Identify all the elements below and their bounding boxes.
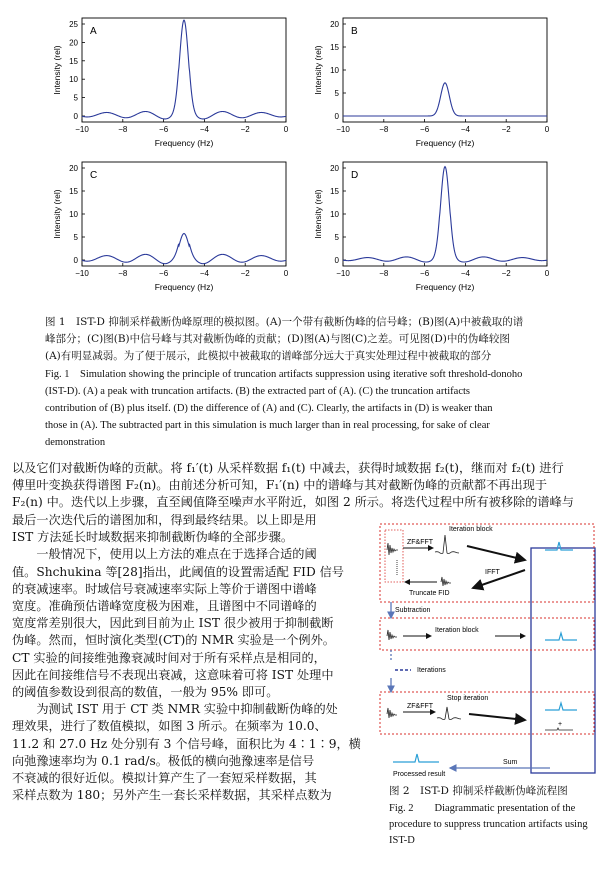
x-tick-label: −10 xyxy=(336,125,350,134)
sum-column-box xyxy=(531,548,595,773)
x-axis-label: Frequency (Hz) xyxy=(415,138,475,148)
y-tick-label: 0 xyxy=(334,112,339,121)
x-tick-label: 0 xyxy=(544,125,550,134)
y-tick-label: 15 xyxy=(69,187,78,196)
body-line: 11.2 和 27.0 Hz 处分别有 3 个信号峰，面积比为 4∶1∶9，横 xyxy=(12,736,361,751)
panel-label: A xyxy=(90,26,97,37)
inner-dashed-box xyxy=(385,530,403,582)
body-line: F₂(n) 中。迭代以上步骤，直至阈值降至噪声水平附近，如图 2 所示。将迭代过程中所有被移除的谱峰与 xyxy=(12,495,574,510)
y-tick-label: 20 xyxy=(69,38,78,48)
body-line: CT 实验的间接维弛豫衰减时间对于所有采样点是相同的， xyxy=(12,650,326,665)
fig1-caption-zh xyxy=(45,314,575,365)
x-tick-label: −2 xyxy=(240,269,250,278)
spectrum-icon xyxy=(435,535,459,554)
axes-frame xyxy=(343,18,547,122)
x-tick-label: −6 xyxy=(159,125,169,134)
body-line: 不衰减的很好近似。模拟计算产生了一套短采样数据，其 xyxy=(12,771,317,786)
ifft-label: IFFT xyxy=(485,569,500,576)
fid-icon xyxy=(387,708,397,718)
y-tick-label: 15 xyxy=(69,56,78,66)
y-tick-label: 20 xyxy=(330,20,339,29)
x-tick-label: −8 xyxy=(379,269,389,278)
y-axis-label: Intensity (rel) xyxy=(313,189,323,239)
y-axis-label: Intensity (rel) xyxy=(313,45,323,95)
y-axis-label: Intensity (rel) xyxy=(52,189,62,239)
result-spectrum-icon xyxy=(393,754,439,762)
x-tick-label: −8 xyxy=(118,125,128,134)
y-tick-label: 10 xyxy=(330,66,339,75)
fig1-caption-zh-line: 图 1 IST-D 抑制采样截断伪峰原理的模拟图。(A)一个带有截断伪峰的信号峰；(B)图(A)中被截取的谱 xyxy=(45,316,524,328)
spectrum-panel-a xyxy=(52,18,289,148)
spectrum-icon xyxy=(437,707,461,720)
fig1-caption-en xyxy=(45,366,585,451)
panel-label: D xyxy=(351,170,359,181)
extracted-peak-icon xyxy=(545,703,577,710)
axes-frame xyxy=(82,162,286,266)
x-tick-label: −8 xyxy=(379,125,389,134)
y-tick-label: 0 xyxy=(73,256,78,265)
fig1-caption-zh-line: (A)有明显减弱。为了便于展示，此模拟中被截取的谱峰部分远大于真实处理过程中被截取的部分 xyxy=(45,350,492,362)
x-tick-label: −10 xyxy=(75,269,89,278)
body-line: 一般情况下，使用以上方法的难点在于选择合适的阈 xyxy=(12,547,317,562)
fig2-caption-en-line: Fig. 2 Diagrammatic presentation of the xyxy=(389,803,576,814)
body-line: 理效果，进行了数值模拟，如图 3 所示。在频率为 10.0、 xyxy=(12,719,327,734)
fig2-caption-en xyxy=(389,801,599,849)
x-axis-label: Frequency (Hz) xyxy=(154,282,214,292)
body-line: 为测试 IST 用于 CT 类 NMR 实验中抑制截断伪峰的处 xyxy=(12,702,338,717)
body-line: 的衰减速率。时域信号衰减速率实际上等价于谱图中谱峰 xyxy=(12,581,317,596)
body-text-left-column xyxy=(12,512,372,804)
x-tick-label: 0 xyxy=(283,269,289,278)
subtraction-label: Subtraction xyxy=(395,607,431,614)
spectrum-panel-c xyxy=(52,162,289,292)
x-tick-label: −6 xyxy=(420,125,430,134)
fig2-caption-en-line: procedure to suppress truncation artifacts using xyxy=(389,819,588,830)
body-line: 宽度常差别很大，因此到目前为止 IST 很少被用于抑制截断 xyxy=(12,616,334,631)
y-tick-label: 20 xyxy=(330,164,339,173)
y-tick-label: 0 xyxy=(334,256,339,265)
fig1-caption-en-line: contribution of (B) plus itself. (D) the difference of (A) and (C). Clearly, the artifacts in (D) is weaker than xyxy=(45,403,493,414)
x-tick-label: −10 xyxy=(336,269,350,278)
x-tick-label: −8 xyxy=(118,269,128,278)
fig2-caption-en-line: IST-D xyxy=(389,835,415,846)
body-line: 值。Shchukina 等[28]指出，此阈值的设置需适配 FID 信号 xyxy=(12,564,344,579)
x-tick-label: −2 xyxy=(501,125,511,134)
y-tick-label: 10 xyxy=(69,75,78,85)
iterations-label: Iterations xyxy=(417,667,446,674)
spectrum-curve xyxy=(82,20,286,119)
body-line: 的阈值参数设到很高的数值，一般为 95% 即可。 xyxy=(12,685,279,700)
extracted-peak-icon xyxy=(545,542,573,550)
x-tick-label: −4 xyxy=(199,125,209,134)
x-axis-label: Frequency (Hz) xyxy=(415,282,475,292)
body-line: 宽度。准确预估谱峰宽度极为困难，且谱图中不同谱峰的 xyxy=(12,599,317,614)
y-tick-label: 15 xyxy=(330,43,339,52)
fig1-caption-en-line: Fig. 1 Simulation showing the principle of truncation artifacts suppression using iterative soft threshold-donoho xyxy=(45,369,523,380)
x-tick-label: −4 xyxy=(460,269,470,278)
x-tick-label: 0 xyxy=(283,125,289,134)
axes-frame xyxy=(343,162,547,266)
extracted-peak-icon xyxy=(545,633,577,640)
panel-label: C xyxy=(90,170,98,181)
y-tick-label: 5 xyxy=(73,233,78,242)
x-tick-label: −4 xyxy=(460,125,470,134)
spectrum-curve xyxy=(343,83,547,116)
spectrum-panel-b xyxy=(313,18,550,148)
x-tick-label: −10 xyxy=(75,125,89,134)
body-line: 采样点数为 180；另外产生一套长采样数据，其采样点数为 xyxy=(12,788,332,803)
spectrum-curve xyxy=(82,234,286,264)
sum-label: Sum xyxy=(503,759,518,766)
panel-label: B xyxy=(351,26,358,37)
body-line: 傅里叶变换获得谱图 F₂(n)。由前述分析可知，F₁′(n) 中的谱峰与其对截断伪峰的贡献都不再出现于 xyxy=(12,478,548,493)
x-tick-label: −6 xyxy=(159,269,169,278)
x-tick-label: 0 xyxy=(544,269,550,278)
fig1-caption-en-line: those in (A). The subtracted part in this simulation is much larger than in real processing, for sake of clear xyxy=(45,420,490,431)
y-tick-label: 5 xyxy=(334,89,339,98)
y-tick-label: 0 xyxy=(73,112,78,121)
x-tick-label: −4 xyxy=(199,269,209,278)
y-tick-label: 10 xyxy=(69,210,78,219)
iteration-block-2-label: Iteration block xyxy=(435,627,479,634)
y-tick-label: 5 xyxy=(334,233,339,242)
y-tick-label: 15 xyxy=(330,187,339,196)
plus-label: + xyxy=(558,721,563,728)
fig2-caption-zh: 图 2 IST-D 抑制采样截断伪峰流程图 xyxy=(389,785,568,797)
y-tick-label: 10 xyxy=(330,210,339,219)
body-text-full-width xyxy=(12,460,597,512)
body-line: 向弛豫速率均为 0.1 rad/s。极低的横向弛豫速率是信号 xyxy=(12,753,315,768)
body-line: IST 方法延长时域数据来抑制截断伪峰的全部步骤。 xyxy=(12,530,294,545)
body-line: 因此在间接维信号不表现出衰减，这意味着可将 IST 处理中 xyxy=(12,667,334,682)
truncate-fid-label: Truncate FID xyxy=(409,590,450,597)
spectrum-panel-d xyxy=(313,162,550,292)
y-axis-label: Intensity (rel) xyxy=(52,45,62,95)
body-line: 最后一次迭代后的谱图加和，得到最终结果。以上即是用 xyxy=(12,513,317,527)
fid-icon xyxy=(387,543,398,555)
zf-fft-2-label: ZF&FFT xyxy=(407,703,434,710)
fig1-caption-en-line: (IST-D). (A) a peak with truncation artifacts. (B) the extracted part of (A). (C) the truncation artifacts xyxy=(45,386,470,397)
y-tick-label: 20 xyxy=(69,164,78,173)
y-tick-label: 25 xyxy=(69,20,78,29)
fid-icon xyxy=(387,630,397,640)
processed-result-label: Processed result xyxy=(393,771,446,778)
x-tick-label: −2 xyxy=(501,269,511,278)
y-tick-label: 5 xyxy=(73,93,78,103)
body-line: 伪峰。然而，恒时演化类型(CT)的 NMR 实验是一个例外。 xyxy=(12,633,335,648)
x-axis-label: Frequency (Hz) xyxy=(154,138,214,148)
body-line: 以及它们对截断伪峰的贡献。将 f₁′(t) 从采样数据 f₁(t) 中减去，获得时域数据 f₂(t)，继而对 f₂(t) 进行 xyxy=(12,461,564,475)
figure-2-flowchart xyxy=(375,520,600,780)
fid-icon xyxy=(441,577,451,586)
fig1-caption-en-line: demonstration xyxy=(45,437,106,448)
iteration-block-label: Iteration block xyxy=(449,526,493,533)
spectrum-icon xyxy=(545,728,573,730)
x-tick-label: −2 xyxy=(240,125,250,134)
stop-iteration-label: Stop iteration xyxy=(447,695,489,702)
axes-frame xyxy=(82,18,286,122)
x-tick-label: −6 xyxy=(420,269,430,278)
fig1-caption-zh-line: 峰部分；(C)图(B)中信号峰与其对截断伪峰的贡献；(D)图(A)与图(C)之差。可见图(D)中的伪峰较图 xyxy=(45,333,510,345)
figure-1-panels xyxy=(0,0,602,300)
spectrum-curve xyxy=(343,167,547,262)
zf-fft-label: ZF&FFT xyxy=(407,539,434,546)
